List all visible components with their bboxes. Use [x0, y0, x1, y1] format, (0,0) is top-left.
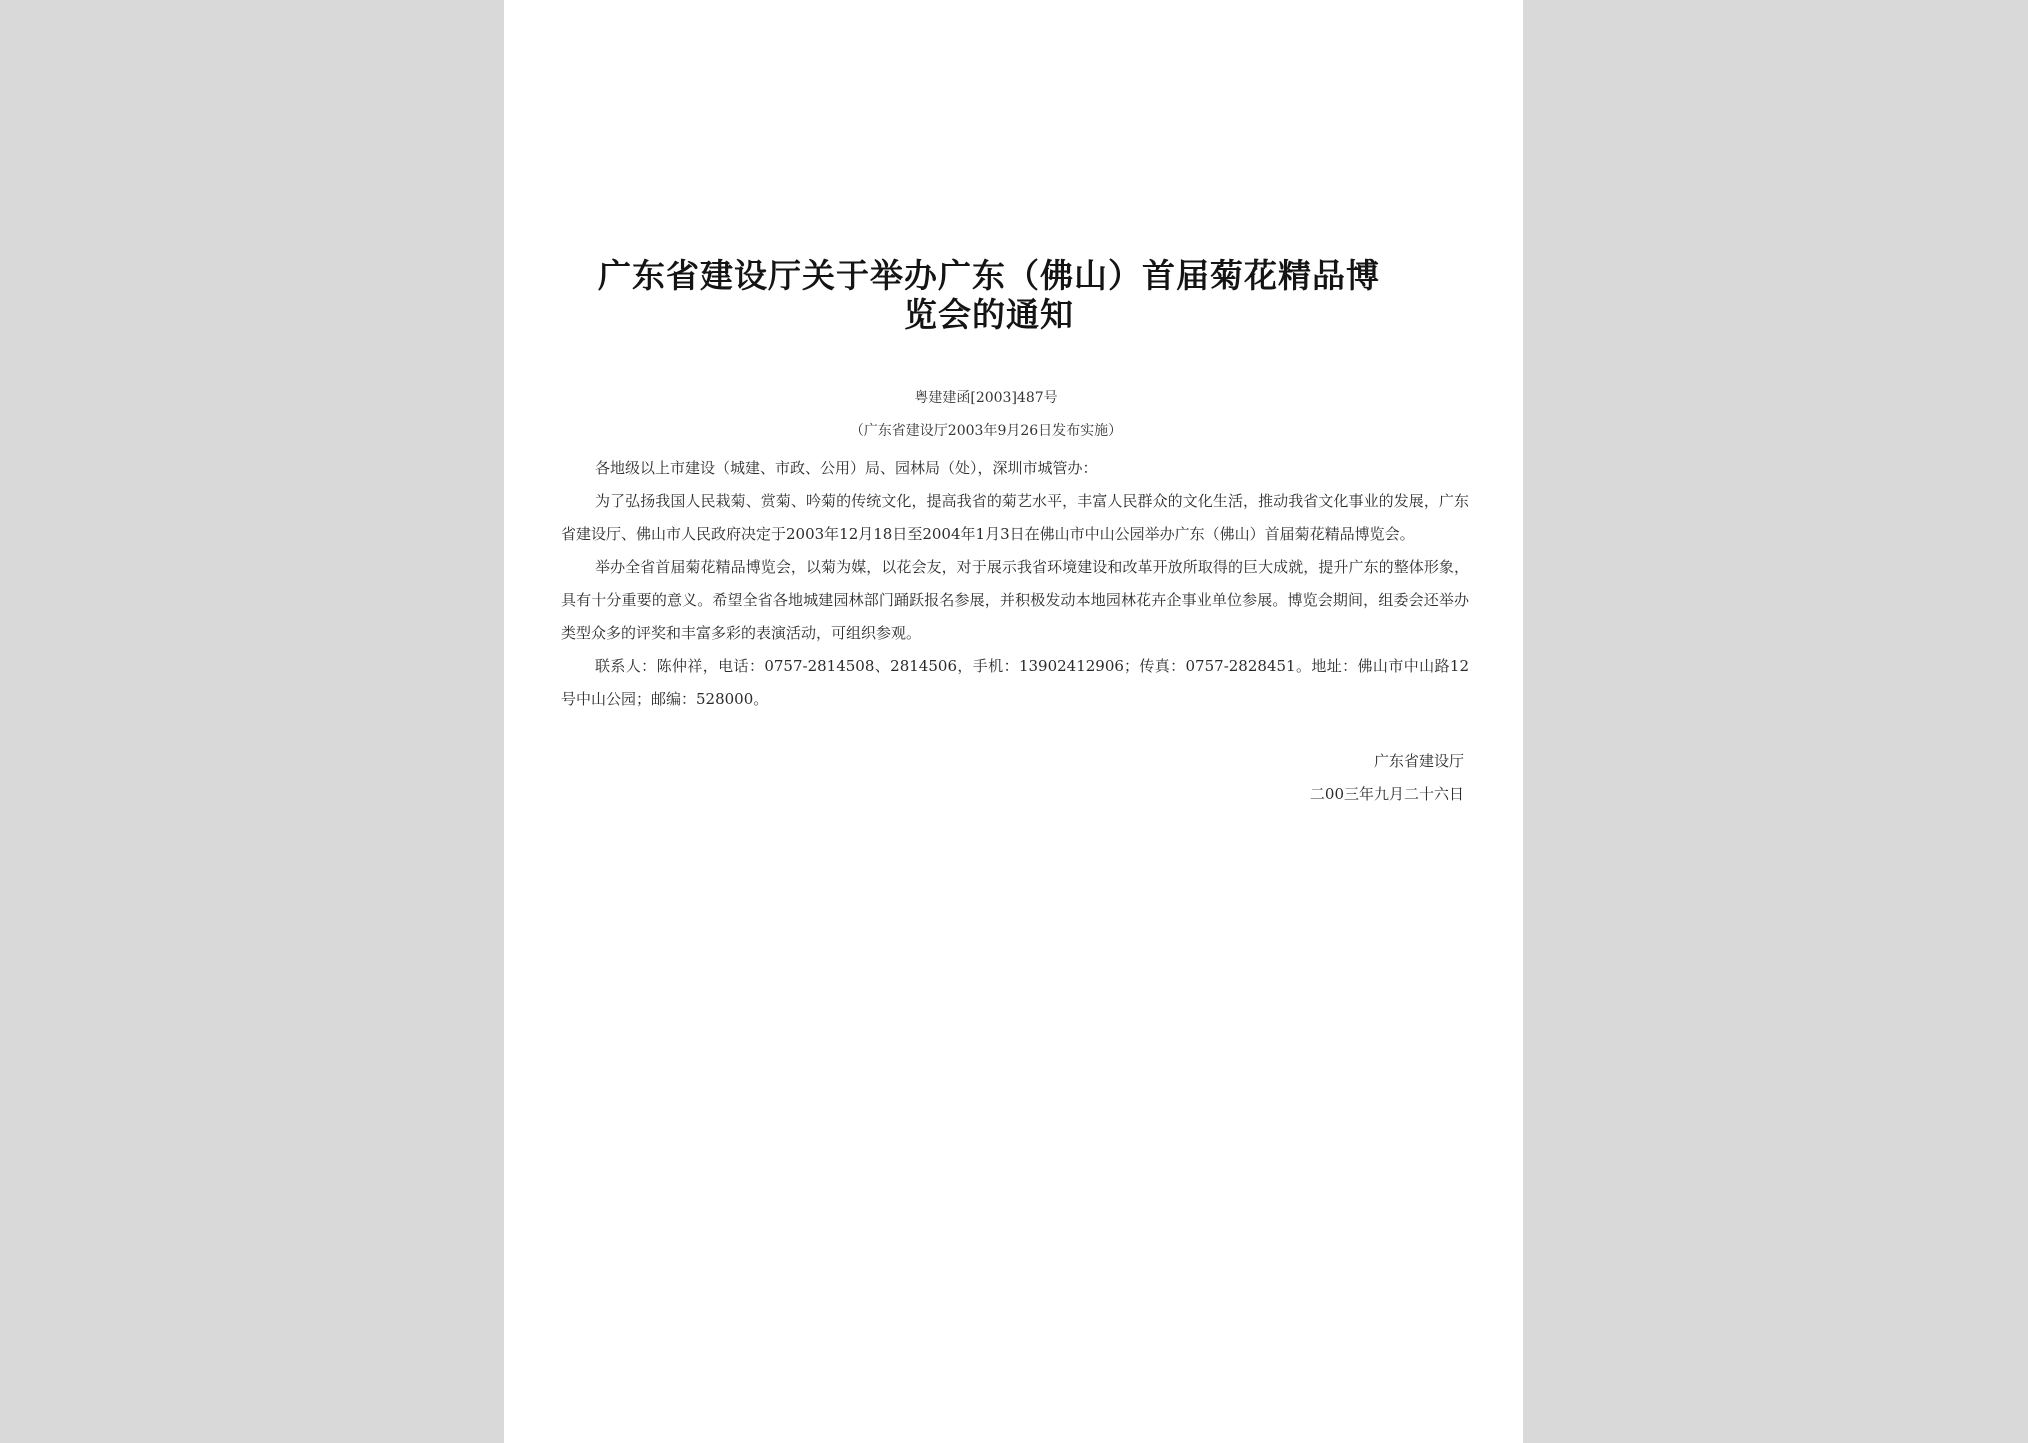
issued-note: （广东省建设厅2003年9月26日发布实施）	[849, 423, 1123, 439]
document-title: 广东省建设厅关于举办广东（佛山）首届菊花精品博览会的通知	[598, 256, 1380, 334]
paragraph: 为了弘扬我国人民栽菊、赏菊、吟菊的传统文化，提高我省的菊艺水平，丰富人民群众的文化生活，推动我省文化事业的发展，广东省建设厅、佛山市人民政府决定于2003年12月18日至2004年1月3日在佛山市中山公园举办广东（佛山）首届菊花精品博览会。	[561, 492, 1469, 543]
paragraph: 举办全省首届菊花精品博览会，以菊为媒，以花会友，对于展示我省环境建设和改革开放所取得的巨大成就，提升广东的整体形象，具有十分重要的意义。希望全省各地城建园林部门踊跃报名参展，并积极发动本地园林花卉企事业单位参展。博览会期间，组委会还举办类型众多的评奖和丰富多彩的表演活动，可组织参观。	[561, 558, 1469, 642]
document-page	[504, 0, 1523, 1443]
signature-date: 二00三年九月二十六日	[1309, 785, 1464, 803]
document-body	[561, 452, 1469, 716]
paragraph: 联系人：陈仲祥，电话：0757-2814508、2814506，手机：13902412906；传真：0757-2828451。地址：佛山市中山路12号中山公园；邮编：528000。	[561, 657, 1469, 708]
addressee: 各地级以上市建设（城建、市政、公用）局、园林局（处），深圳市城管办：	[595, 459, 1098, 477]
signature-org: 广东省建设厅	[1373, 752, 1464, 770]
document-number: 粤建建函[2003]487号	[914, 390, 1058, 406]
